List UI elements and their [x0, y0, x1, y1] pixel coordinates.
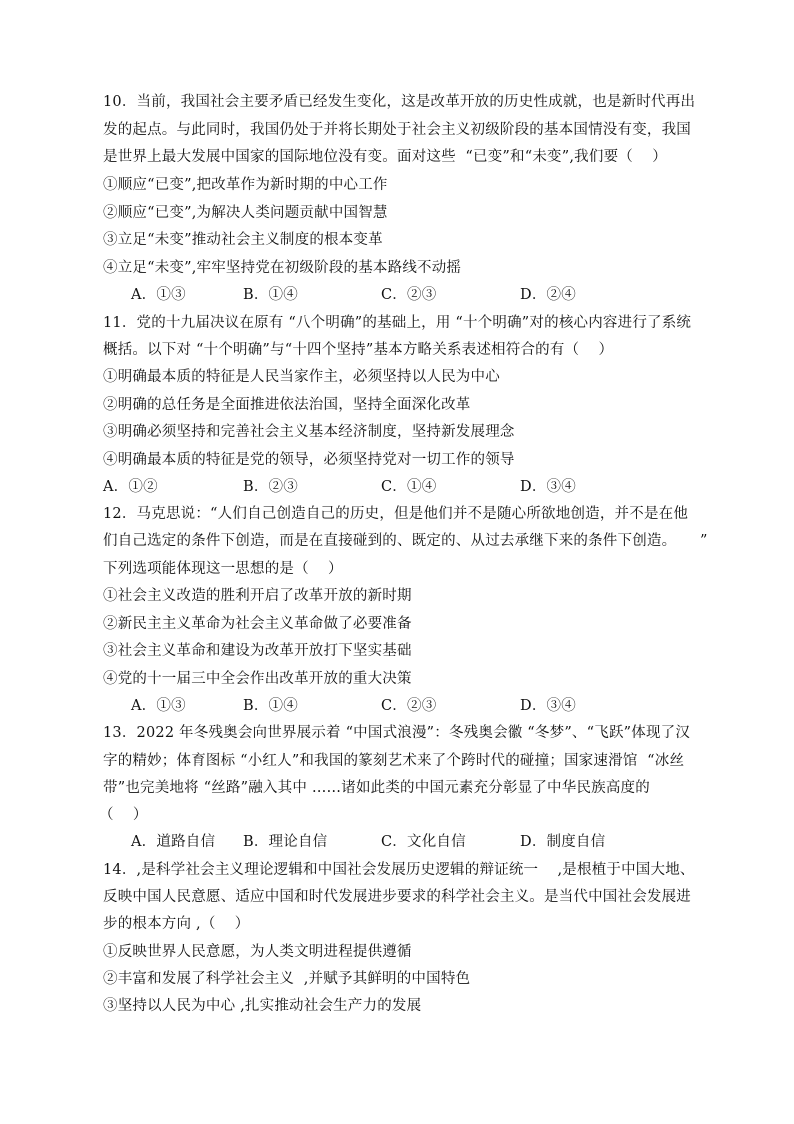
q14-item-2: ②丰富和发展了科学社会主义 ,并赋予其鲜明的中国特色	[103, 971, 471, 987]
q11-item-2: ②明确的总任务是全面推进依法治国，坚持全面深化改革	[103, 397, 471, 413]
q11-item-4: ④明确最本质的特征是党的领导，必须坚持党对一切工作的领导	[103, 452, 515, 468]
q10-choice-b[interactable]: B．①④	[243, 287, 298, 303]
q12-stem-line-2: 们自己选定的条件下创造，而是在直接碰到的、既定的、从过去承继下来的条件下创造。	[103, 533, 677, 549]
q12-stem-line-1: 12．马克思说：“人们自己创造自己的历史，但是他们并不是随心所欲地创造，并不是在他	[103, 506, 689, 522]
q10-item-4: ④立足“未变”,牢牢坚持党在初级阶段的基本路线不动摇	[103, 260, 462, 276]
q13-choice-c[interactable]: C．文化自信	[381, 834, 466, 850]
q14-stem-line-2: 反映中国人民意愿、适应中国和时代发展进步要求的科学社会主义。是当代中国社会发展进	[103, 889, 691, 905]
q10-choice-c[interactable]: C．②③	[381, 287, 437, 303]
q10-item-2: ②顺应“已变”,为解决人类问题贡献中国智慧	[103, 205, 388, 221]
q11-choice-a[interactable]: A．①②	[103, 479, 158, 495]
q12-item-4: ④党的十一届三中全会作出改革开放的重大决策	[103, 671, 412, 687]
q10-stem-line-1: 10．当前，我国社会主要矛盾已经发生变化，这是改革开放的历史性成就，也是新时代再出	[103, 94, 696, 110]
q12-choice-a[interactable]: A．①③	[131, 698, 186, 714]
q12-choice-d[interactable]: D．③④	[520, 698, 576, 714]
q13-choice-a[interactable]: A．道路自信	[131, 834, 216, 850]
q14-item-1: ①反映世界人民意愿，为人类文明进程提供遵循	[103, 944, 412, 960]
q10-stem-line-2: 发的起点。与此同时，我国仍处于并将长期处于社会主义初级阶段的基本国情没有变，我国	[103, 122, 691, 138]
q13-stem-line-1: 13．2022 年冬残奥会向世界展示着 “中国式浪漫”：冬残奥会徽 “冬梦”、“飞跃”体现了汉	[103, 725, 691, 741]
q12-choice-b[interactable]: B．①④	[243, 698, 298, 714]
q12-stem-line-3: 下列选项能体现这一思想的是（ ）	[103, 561, 343, 577]
q13-stem-line-2: 字的精妙；体育图标 “小红人”和我国的篆刻艺术来了个跨时代的碰撞；国家速滑馆 “冰丝	[103, 753, 685, 769]
q12-item-3: ③社会主义革命和建设为改革开放打下坚实基础	[103, 643, 412, 659]
q10-choice-d[interactable]: D．②④	[520, 287, 576, 303]
q13-answer-paren: （ ）	[99, 807, 148, 823]
q13-choice-b[interactable]: B．理论自信	[243, 834, 328, 850]
q13-choice-d[interactable]: D．制度自信	[520, 834, 606, 850]
q12-item-1: ①社会主义改造的胜利开启了改革开放的新时期	[103, 588, 412, 604]
q11-choice-c[interactable]: C．①④	[381, 479, 437, 495]
q14-stem-line-3: 步的根本方向 ,（ ）	[103, 916, 250, 932]
q14-item-3: ③坚持以人民为中心 ,扎实推动社会生产力的发展	[103, 998, 422, 1014]
q11-choice-d[interactable]: D．③④	[520, 479, 576, 495]
q11-item-1: ①明确最本质的特征是人民当家作主，必须坚持以人民为中心	[103, 369, 500, 385]
q12-choice-c[interactable]: C．②③	[381, 698, 437, 714]
q12-item-2: ②新民主主义革命为社会主义革命做了必要准备	[103, 616, 412, 632]
q11-stem-line-2: 概括。以下对 “十个明确”与“十四个坚持”基本方略关系表述相符合的有（ ）	[103, 342, 614, 358]
q10-item-1: ①顺应“已变”,把改革作为新时期的中心工作	[103, 177, 388, 193]
q10-stem-line-3: 是世界上最大发展中国家的国际地位没有变。面对这些 “已变”和“未变”,我们要（ ）	[103, 149, 667, 165]
q11-choice-b[interactable]: B．②③	[243, 479, 298, 495]
q12-closing-quote: ”	[700, 533, 708, 549]
q10-item-3: ③立足“未变”推动社会主义制度的根本变革	[103, 232, 383, 248]
q11-stem-line-1: 11．党的十九届决议在原有 “八个明确”的基础上，用 “十个明确”对的核心内容进行了系统	[103, 315, 692, 331]
q14-stem-line-1: 14．,是科学社会主义理论逻辑和中国社会发展历史逻辑的辩证统一 ,是根植于中国大地、	[103, 862, 695, 878]
q10-choice-a[interactable]: A．①③	[131, 287, 186, 303]
q11-item-3: ③明确必须坚持和完善社会主义基本经济制度，坚持新发展理念	[103, 424, 515, 440]
q13-stem-line-3: 带”也完美地将 “丝路”融入其中 ……诸如此类的中国元素充分彰显了中华民族高度的	[103, 780, 650, 796]
